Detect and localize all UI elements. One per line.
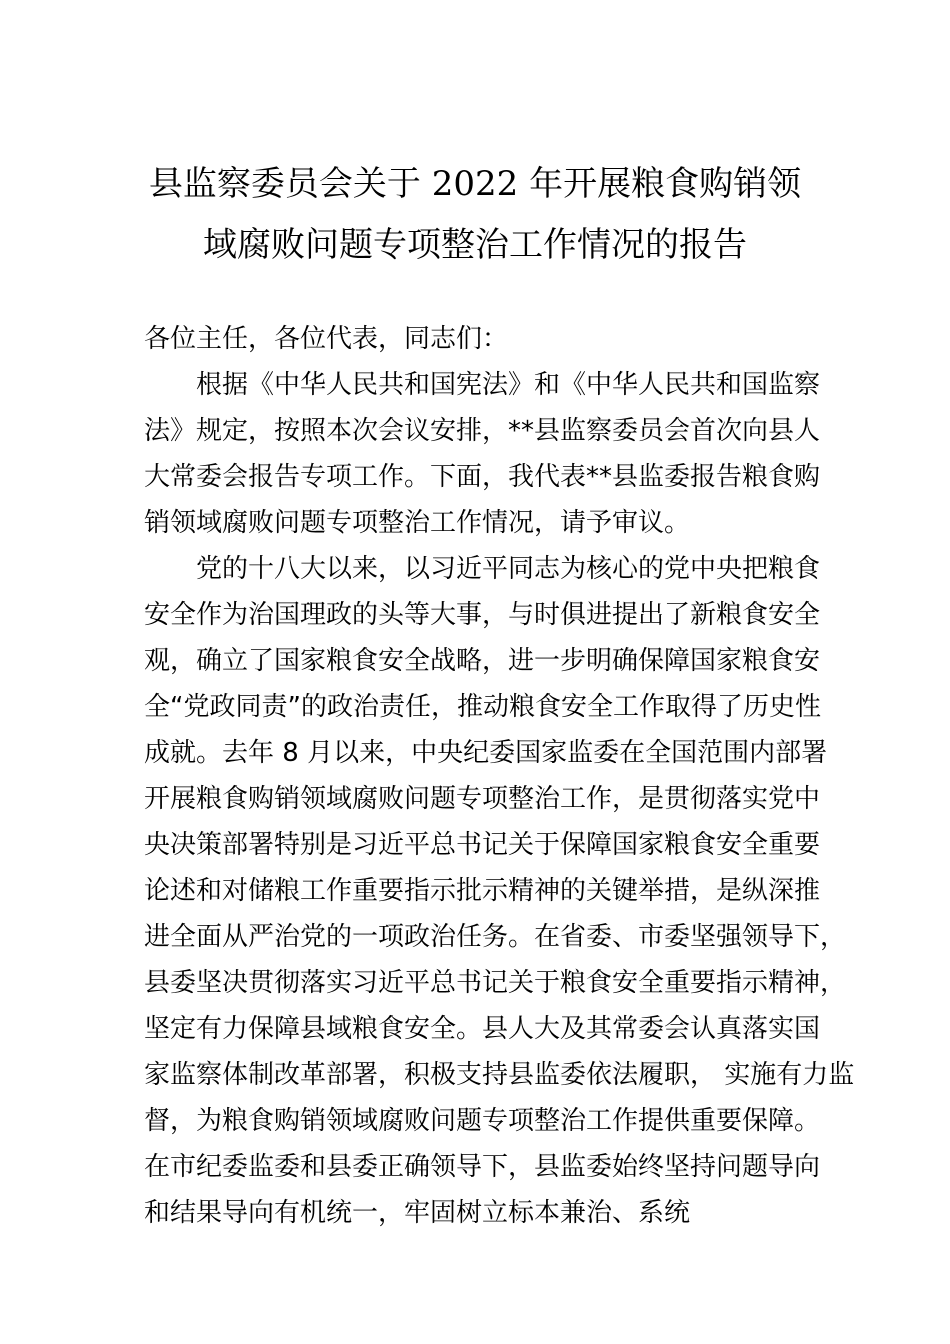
paragraph-2-line: 在市纪委监委和县委正确领导下，县监委始终坚持问题导向 [144,1152,821,1182]
paragraph-1-line: 根据《中华人民共和国宪法》和《中华人民共和国监察 [196,370,821,400]
salutation: 各位主任，各位代表，同志们： [144,324,509,354]
paragraph-2-line: 开展粮食购销领域腐败问题专项整治工作，是贯彻落实党中 [144,784,821,814]
paragraph-1-line: 法》规定，按照本次会议安排，**县监察委员会首次向县人 [144,416,821,446]
paragraph-1-line: 大常委会报告专项工作。下面，我代表**县监委报告粮食购 [144,462,821,492]
paragraph-2-line: 央决策部署特别是习近平总书记关于保障国家粮食安全重要 [144,830,821,860]
document-title-line-1: 县监察委员会关于 2022 年开展粮食购销领 [148,164,802,204]
paragraph-2-line: 家监察体制改革部署，积极支持县监委依法履职， 实施有力监 [144,1060,855,1090]
document-title-line-2: 域腐败问题专项整治工作情况的报告 [203,225,747,265]
paragraph-2-line: 安全作为治国理政的头等大事，与时俱进提出了新粮食安全 [144,600,821,630]
paragraph-2-line: 成就。去年 8 月以来，中央纪委国家监委在全国范围内部署 [144,738,828,768]
paragraph-2-line: 论述和对储粮工作重要指示批示精神的关键举措，是纵深推 [144,876,821,906]
paragraph-2-line: 全“党政同责”的政治责任，推动粮食安全工作取得了历史性 [144,692,821,722]
paragraph-2-line: 坚定有力保障县域粮食安全。县人大及其常委会认真落实国 [144,1014,821,1044]
paragraph-2-line: 党的十八大以来，以习近平同志为核心的党中央把粮食 [196,554,821,584]
paragraph-1-line: 销领域腐败问题专项整治工作情况，请予审议。 [144,508,691,538]
paragraph-2-line: 观，确立了国家粮食安全战略，进一步明确保障国家粮食安 [144,646,821,676]
paragraph-2-line: 和结果导向有机统一，牢固树立标本兼治、系统 [144,1198,691,1228]
paragraph-2-line: 进全面从严治党的一项政治任务。在省委、市委坚强领导下， [144,922,847,952]
paragraph-2-line: 县委坚决贯彻落实习近平总书记关于粮食安全重要指示精神， [144,968,847,998]
paragraph-2-line: 督，为粮食购销领域腐败问题专项整治工作提供重要保障。 [144,1106,821,1136]
